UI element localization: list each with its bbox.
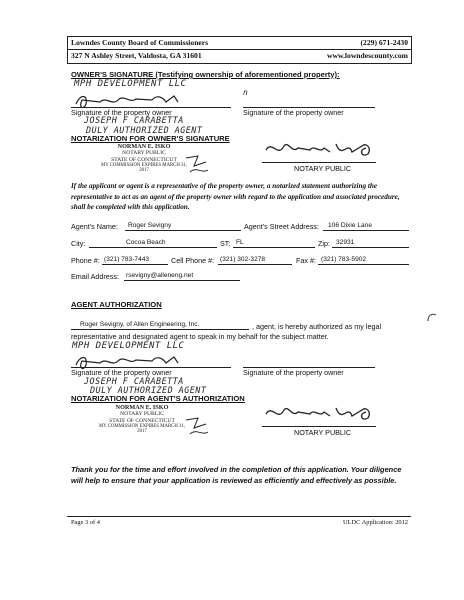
header-org: Lowndes County Board of Commissioners [71, 38, 209, 47]
owner-notary-stamp: NORMAN E. ISKO NOTARY PUBLIC STATE OF CONNECTICUT MY COMMISSION EXPIRES MARCH 31, 2017 [100, 143, 188, 174]
agent-street-line [323, 230, 409, 231]
footer-app: ULDC Application: 2012 [343, 519, 408, 526]
agent-name-value: Roger Sevigny [128, 222, 172, 229]
owner-sig-label-1: Signature of the property owner [71, 108, 172, 117]
header-website: www.lowndescounty.com [326, 51, 408, 60]
agent-auth-text-2: representative and designated agent to speak in my behalf for the subject matter. [71, 332, 329, 341]
agent-representative-paragraph: If the applicant or agent is a representative of the property owner, a notarized statement authorizing the representative to act as an agent of the property owner with regard to the application and associated procedure, shall be completed with this application. [71, 182, 400, 211]
auth-notary-stamp: NORMAN E. ISKO NOTARY PUBLIC STATE OF CONNECTICUT MY COMMISSION EXPIRES MARCH 31, 2017 [98, 404, 186, 435]
auth-notary-label: NOTARY PUBLIC [294, 428, 352, 437]
agent-email-value: rsevigny@alleneng.net [126, 272, 194, 279]
owner-initial-mark: n [243, 88, 249, 97]
closing-paragraph: Thank you for the time and effort involved in the completion of this application. Your diligence will help to ensure that your application is reviewed as efficiently and effectively as possible. [71, 465, 402, 485]
agent-city-label: City: [71, 239, 86, 248]
owner-notary-line [262, 162, 376, 163]
footer-page: Page 3 of 4 [71, 519, 100, 526]
owner-signature-title: OWNER'S SIGNATURE (Testifying ownership of aforementioned property): [71, 70, 340, 79]
agent-phone-line [102, 264, 168, 265]
owner-notary-label: NOTARY PUBLIC [294, 164, 352, 173]
agent-authorization-title: AGENT AUTHORIZATION [71, 300, 162, 309]
owner-hand-line-2: DULY AUTHORIZED AGENT [86, 125, 203, 135]
agent-street-label: Agent's Street Address: [244, 222, 319, 231]
agent-name-line [125, 230, 241, 231]
agent-email-label: Email Address: [71, 272, 119, 281]
agent-zip-label: Zip: [318, 239, 330, 248]
page-edge-mark [426, 310, 438, 328]
owner-handwritten-name: MPH DEVELOPMENT LLC [74, 79, 187, 89]
agent-fax-label: Fax #: [296, 256, 316, 265]
agent-st-label: ST: [220, 239, 231, 248]
owner-hand-line-1: JOSEPH F CARABETTA [84, 115, 184, 125]
owner-stamp-scribble [184, 152, 224, 182]
auth-sig-label-1: Signature of the property owner [71, 368, 172, 377]
agent-cell-line [218, 264, 292, 265]
agent-phone-value: (321) 783-7443 [104, 256, 150, 263]
footer-divider [67, 516, 411, 517]
agent-st-value: FL [236, 239, 244, 246]
owner-notarization-title: NOTARIZATION FOR OWNER'S SIGNATURE [71, 134, 230, 143]
agent-cell-value: (321) 302-3278 [220, 256, 266, 263]
auth-notary-line [262, 426, 376, 427]
agent-zip-line [332, 247, 409, 248]
header-address: 327 N Ashley Street, Valdosta, GA 31601 [71, 51, 202, 60]
agent-fax-value: (321) 783-5902 [321, 256, 367, 263]
agent-phone-label: Phone #: [71, 256, 100, 265]
auth-sig-label-2: Signature of the property owner [243, 368, 344, 377]
auth-stamp-scribble [184, 414, 224, 445]
agent-name-label: Agent's Name: [71, 222, 118, 231]
agent-email-line [124, 280, 240, 281]
agent-auth-fill: Roger Sevigny, of Allen Engineering, Inc. [80, 321, 200, 328]
agent-city-line [89, 247, 217, 248]
header-divider [67, 49, 411, 50]
auth-owner-handwritten-name: MPH DEVELOPMENT LLC [72, 341, 185, 351]
agent-auth-text-1: , agent, is hereby authorized as my legal [252, 322, 382, 331]
agent-cell-label: Cell Phone #: [171, 256, 215, 265]
owner-sig-label-2: Signature of the property owner [243, 108, 344, 117]
agent-auth-fill-line [71, 329, 249, 330]
agent-zip-value: 32931 [336, 239, 355, 246]
agent-fax-line [318, 264, 409, 265]
auth-hand-line-1: JOSEPH F CARABETTA [84, 376, 184, 386]
agent-street-value: 106 Dixie Lane [328, 222, 372, 229]
agent-st-line [233, 247, 315, 248]
header-phone: (229) 671-2430 [360, 38, 408, 47]
agent-city-value: Cocoa Beach [126, 239, 166, 246]
auth-hand-line-2: DULY AUTHORIZED AGENT [90, 385, 207, 395]
auth-notarization-title: NOTARIZATION FOR AGENT'S AUTHORIZATION [71, 394, 245, 403]
